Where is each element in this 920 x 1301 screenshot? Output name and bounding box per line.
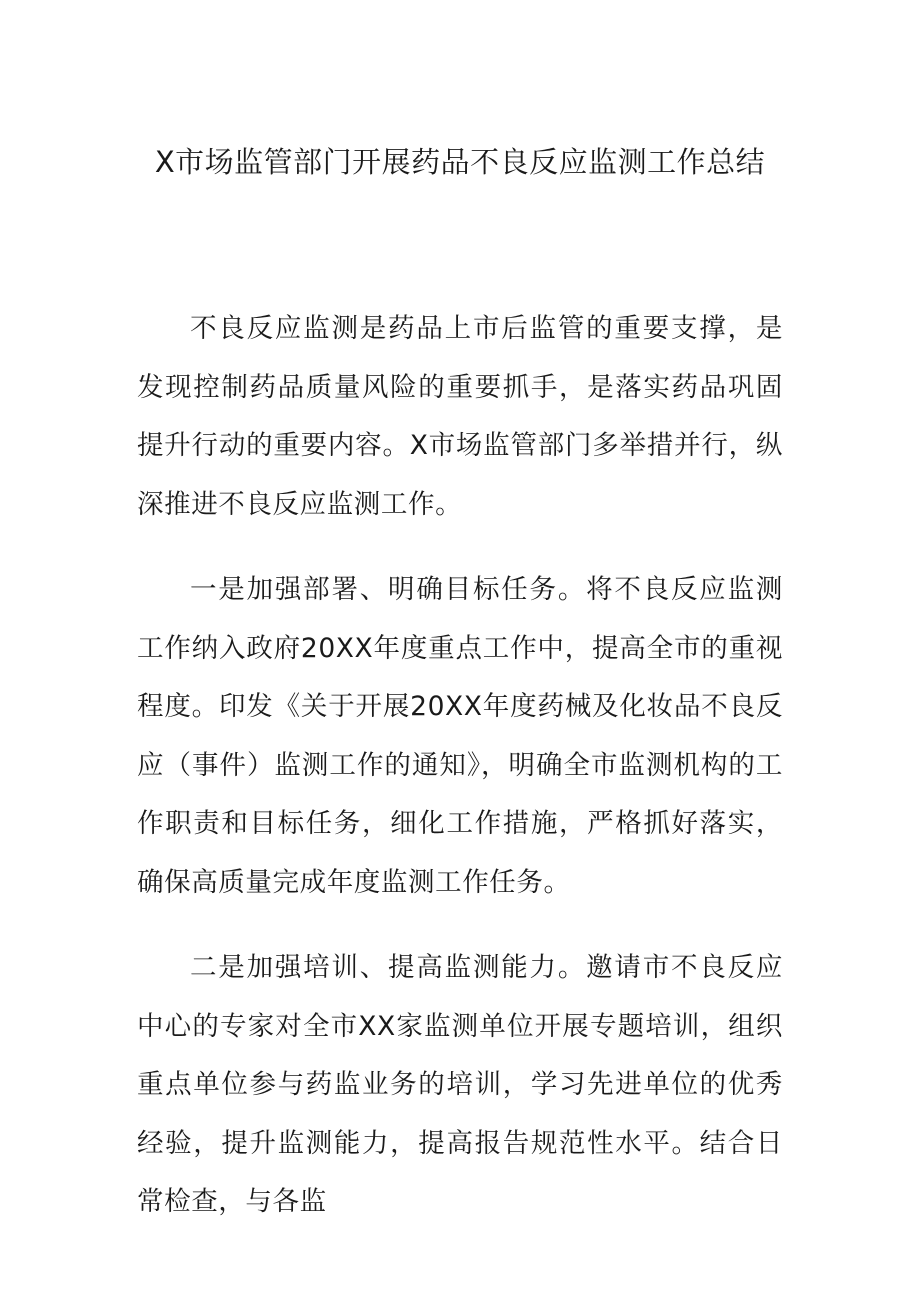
document-body bbox=[137, 300, 783, 1259]
paragraph-deployment: 一是加强部署、明确目标任务。将不良反应监测工作纳入政府20XX年度重点工作中，提高全市的重视程度。印发《关于开展20XX年度药械及化妆品不良反应（事件）监测工作的通知》，明确全市监测机构的工作职责和目标任务，细化工作措施，严格抓好落实，确保高质量完成年度监测工作任务。 bbox=[137, 574, 783, 898]
document-title: X市场监管部门开展药品不良反应监测工作总结 bbox=[154, 145, 766, 179]
paragraph-intro: 不良反应监测是药品上市后监管的重要支撑，是发现控制药品质量风险的重要抓手，是落实药品巩固提升行动的重要内容。X市场监管部门多举措并行，纵深推进不良反应监测工作。 bbox=[137, 313, 783, 520]
paragraph-training: 二是加强培训、提高监测能力。邀请市不良反应中心的专家对全市XX家监测单位开展专题培训，组织重点单位参与药监业务的培训，学习先进单位的优秀经验，提升监测能力，提高报告规范性水平。结合日常检查，与各监 bbox=[137, 952, 783, 1217]
